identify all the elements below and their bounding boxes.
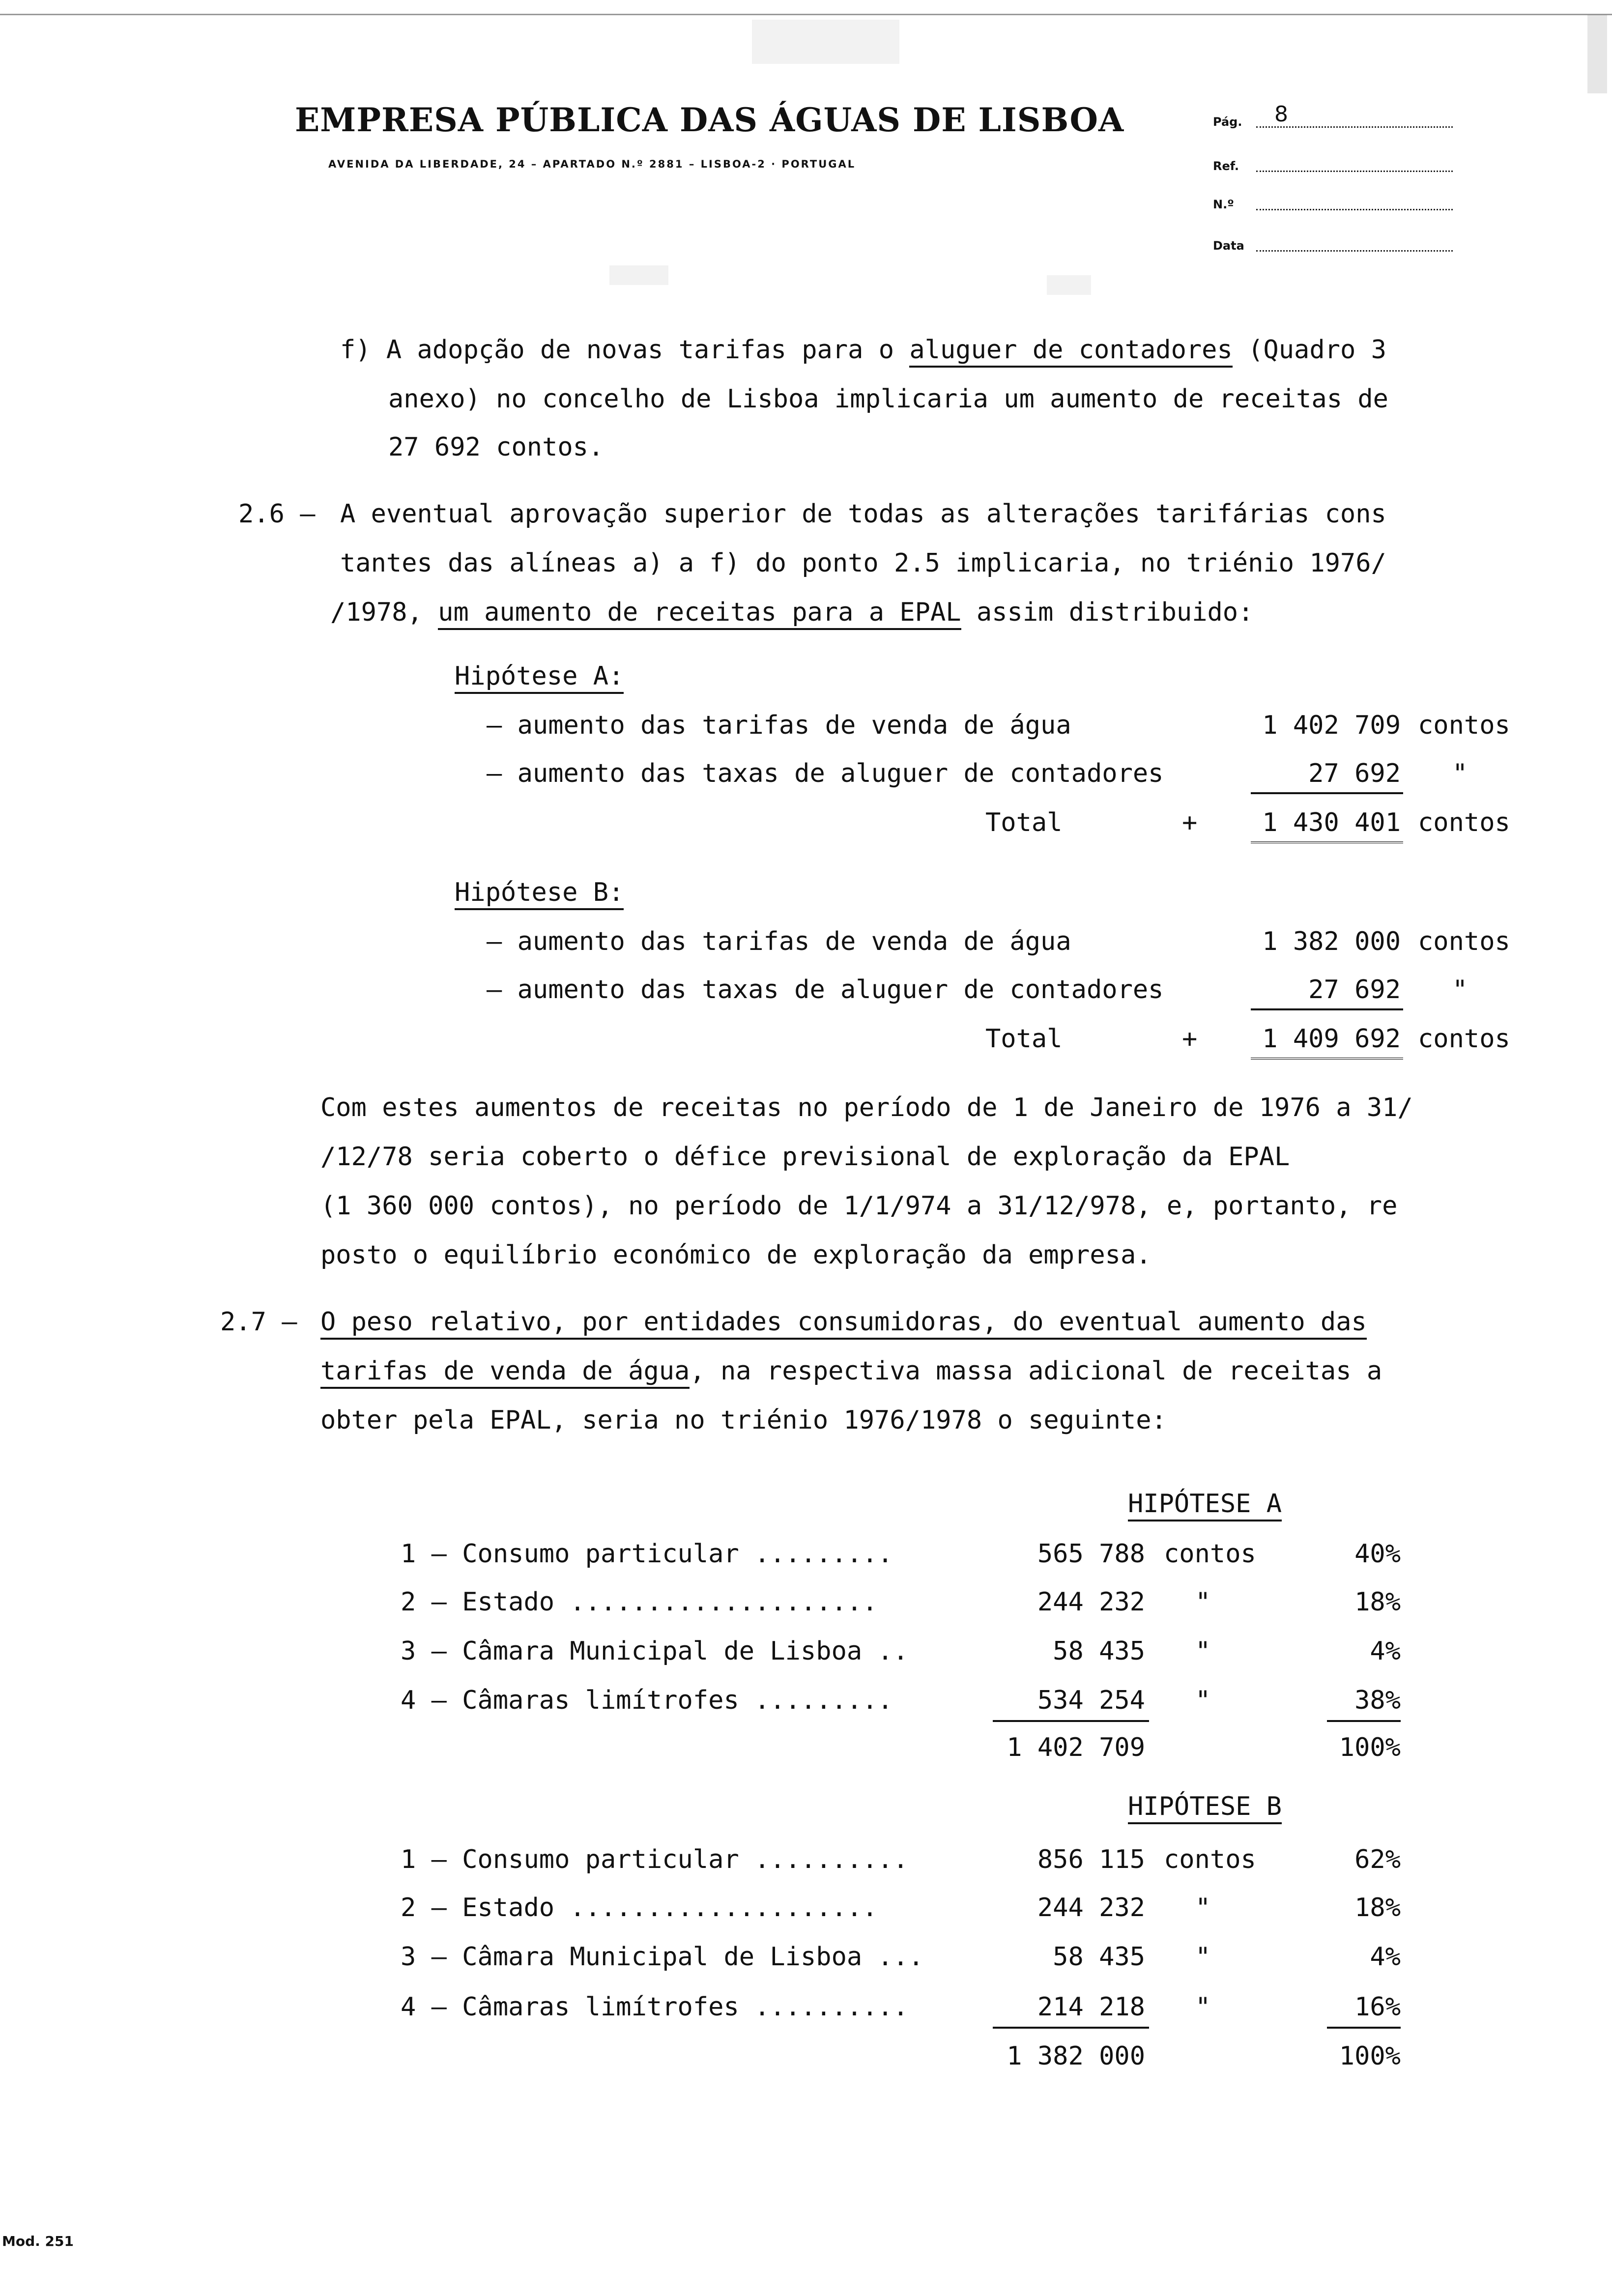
s27-hipA-row-2-pct: 18% xyxy=(1354,1587,1401,1617)
s27-hipA-total-pct: 100% xyxy=(1339,1733,1401,1762)
s27-hipB-row-3-label: 3 – Câmara Municipal de Lisboa ... xyxy=(401,1942,924,1972)
s26-line-2: tantes das alíneas a) a f) do ponto 2.5 implicaria, no triénio 1976/ xyxy=(340,548,1386,578)
s27-hipA-row-1-value: 565 788 xyxy=(1037,1539,1145,1569)
s27-hipB-total: 1 382 000 xyxy=(1007,2041,1145,2071)
s26-hipB-row-1-label: – aumento das tarifas de venda de água xyxy=(487,927,1071,956)
s26-line-3: /1978, um aumento de receitas para a EPAL assim distribuido: xyxy=(330,598,1253,627)
s27-hipB-row-2-value: 244 232 xyxy=(1037,1893,1145,1923)
s27-hipA-row-2-value: 244 232 xyxy=(1037,1587,1145,1617)
s27-hipB-sum-rule xyxy=(993,2027,1149,2029)
s27-hipA-row-4-unit: " xyxy=(1195,1686,1211,1715)
scan-edge-line xyxy=(0,14,1612,15)
s27-hipA-row-1-unit: contos xyxy=(1164,1539,1256,1569)
s27-hipA-pct-rule xyxy=(1327,1720,1401,1722)
s26-hipB-row-1-value: 1 382 000 xyxy=(1262,927,1401,956)
s27-hipA-row-4-label: 4 – Câmaras limítrofes ......... xyxy=(401,1686,893,1715)
s27-hipB-row-3-unit: " xyxy=(1195,1942,1211,1972)
s26-hipA-total-unit: contos xyxy=(1418,808,1510,837)
scan-smudge xyxy=(1587,15,1607,93)
s26-hipA-row-1-unit: contos xyxy=(1418,711,1510,740)
s27-hipB-row-1-pct: 62% xyxy=(1354,1845,1401,1874)
s27-hipA-row-3-unit: " xyxy=(1195,1636,1211,1666)
s26-para-line-1: Com estes aumentos de receitas no período de 1 de Janeiro de 1976 a 31/ xyxy=(320,1093,1413,1122)
s26-para-line-4: posto o equilíbrio económico de exploração da empresa. xyxy=(320,1240,1151,1270)
s27-hipB-row-4-pct: 16% xyxy=(1354,1992,1401,2022)
form-model-mark: Mod. 251 xyxy=(2,2233,74,2249)
s27-hipA-total: 1 402 709 xyxy=(1007,1733,1145,1762)
s26-hipA-row-2-value: 27 692 xyxy=(1308,759,1401,788)
s27-line-2: tarifas de venda de água, na respectiva massa adicional de receitas a xyxy=(320,1356,1382,1386)
s27-hipA-row-3-pct: 4% xyxy=(1370,1636,1401,1666)
s27-hipA-row-4-pct: 38% xyxy=(1354,1686,1401,1715)
s27-hipB-row-2-label: 2 – Estado .................... xyxy=(401,1893,878,1923)
s27-hipB-total-pct: 100% xyxy=(1339,2041,1401,2071)
s27-hipB-row-3-value: 58 435 xyxy=(1053,1942,1145,1972)
s26-hipB-row-2-value: 27 692 xyxy=(1308,975,1401,1004)
s26-hipA-double-rule xyxy=(1251,841,1403,846)
s27-line-3: obter pela EPAL, seria no triénio 1976/1978 o seguinte: xyxy=(320,1406,1167,1435)
s27-hipB-row-2-unit: " xyxy=(1195,1893,1211,1923)
s27-hipB-title: HIPÓTESE B xyxy=(1128,1792,1282,1821)
s27-hipA-row-1-pct: 40% xyxy=(1354,1539,1401,1569)
meta-label: Data xyxy=(1213,239,1244,253)
s26-hipB-row-2-label: – aumento das taxas de aluguer de contadores xyxy=(487,975,1164,1004)
item-f-line-1: f) A adopção de novas tarifas para o aluguer de contadores (Quadro 3 xyxy=(340,335,1386,365)
s27-hipB-row-1-value: 856 115 xyxy=(1037,1845,1145,1874)
s26-hipA-total-label: Total xyxy=(985,808,1063,837)
s26-para-line-2: /12/78 seria coberto o défice previsional de exploração da EPAL xyxy=(320,1142,1290,1172)
s26-hipA-row-1-value: 1 402 709 xyxy=(1262,711,1401,740)
company-address: AVENIDA DA LIBERDADE, 24 – APARTADO N.º 2881 – LISBOA-2 · PORTUGAL xyxy=(328,158,856,170)
scan-smudge xyxy=(752,20,899,64)
s26-hipA-sum-rule xyxy=(1251,792,1403,794)
s26-hipA-row-2-unit: " xyxy=(1452,759,1468,788)
s26-hipB-total-label: Total xyxy=(985,1024,1063,1054)
meta-field-page xyxy=(1213,103,1459,131)
s27-hipB-row-4-label: 4 – Câmaras limítrofes .......... xyxy=(401,1992,909,2022)
s26-line-1: A eventual aprovação superior de todas as alterações tarifárias cons xyxy=(340,499,1386,529)
s26-hipB-title: Hipótese B: xyxy=(455,878,624,907)
s26-para-line-3: (1 360 000 contos), no período de 1/1/974 a 31/12/978, e, portanto, re xyxy=(320,1191,1398,1221)
s27-line-1: O peso relativo, por entidades consumidoras, do eventual aumento das xyxy=(320,1307,1367,1337)
meta-label: N.º xyxy=(1213,198,1234,211)
s27-hipB-row-2-pct: 18% xyxy=(1354,1893,1401,1923)
s27-hipA-row-2-unit: " xyxy=(1195,1587,1211,1617)
s26-hipA-row-2-label: – aumento das taxas de aluguer de contadores xyxy=(487,759,1164,788)
s27-hipA-row-1-label: 1 – Consumo particular ......... xyxy=(401,1539,893,1569)
s27-hipA-row-2-label: 2 – Estado .................... xyxy=(401,1587,878,1617)
s27-hipB-row-1-unit: contos xyxy=(1164,1845,1256,1874)
company-name: EMPRESA PÚBLICA DAS ÁGUAS DE LISBOA xyxy=(295,101,1124,139)
s26-hipA-plus: + xyxy=(1182,808,1198,837)
s26-hipB-total-value: 1 409 692 xyxy=(1262,1024,1401,1054)
s27-hipB-row-4-unit: " xyxy=(1195,1992,1211,2022)
meta-label: Ref. xyxy=(1213,159,1239,173)
s27-hipB-row-3-pct: 4% xyxy=(1370,1942,1401,1972)
s27-hipB-row-1-label: 1 – Consumo particular .......... xyxy=(401,1845,909,1874)
section-number-2-6: 2.6 – xyxy=(238,499,316,529)
s26-hipB-plus: + xyxy=(1182,1024,1198,1054)
scan-smudge xyxy=(609,265,668,285)
item-f-line-3: 27 692 contos. xyxy=(388,432,604,462)
section-number-2-7: 2.7 – xyxy=(220,1307,297,1337)
meta-field-date xyxy=(1213,227,1459,255)
s26-hipB-double-rule xyxy=(1251,1058,1403,1062)
s27-hipB-pct-rule xyxy=(1327,2027,1401,2029)
s26-hipB-row-1-unit: contos xyxy=(1418,927,1510,956)
s26-hipA-row-1-label: – aumento das tarifas de venda de água xyxy=(487,711,1071,740)
meta-label: Pág. xyxy=(1213,115,1242,129)
s27-hipA-row-3-value: 58 435 xyxy=(1053,1636,1145,1666)
s26-hipB-total-unit: contos xyxy=(1418,1024,1510,1054)
s26-hipA-total-value: 1 430 401 xyxy=(1262,808,1401,837)
s26-hipB-sum-rule xyxy=(1251,1008,1403,1010)
s27-hipA-sum-rule xyxy=(993,1720,1149,1722)
s27-hipB-row-4-value: 214 218 xyxy=(1037,1992,1145,2022)
meta-field-ref xyxy=(1213,147,1459,175)
s26-hipA-title: Hipótese A: xyxy=(455,661,624,691)
page-number: 8 xyxy=(1274,102,1288,127)
meta-field-number xyxy=(1213,186,1459,213)
s27-hipA-title: HIPÓTESE A xyxy=(1128,1489,1282,1519)
s26-hipB-row-2-unit: " xyxy=(1452,975,1468,1004)
s27-hipA-row-3-label: 3 – Câmara Municipal de Lisboa .. xyxy=(401,1636,909,1666)
item-f-line-2: anexo) no concelho de Lisboa implicaria um aumento de receitas de xyxy=(388,384,1388,414)
s27-hipA-row-4-value: 534 254 xyxy=(1037,1686,1145,1715)
scan-smudge xyxy=(1047,275,1091,295)
